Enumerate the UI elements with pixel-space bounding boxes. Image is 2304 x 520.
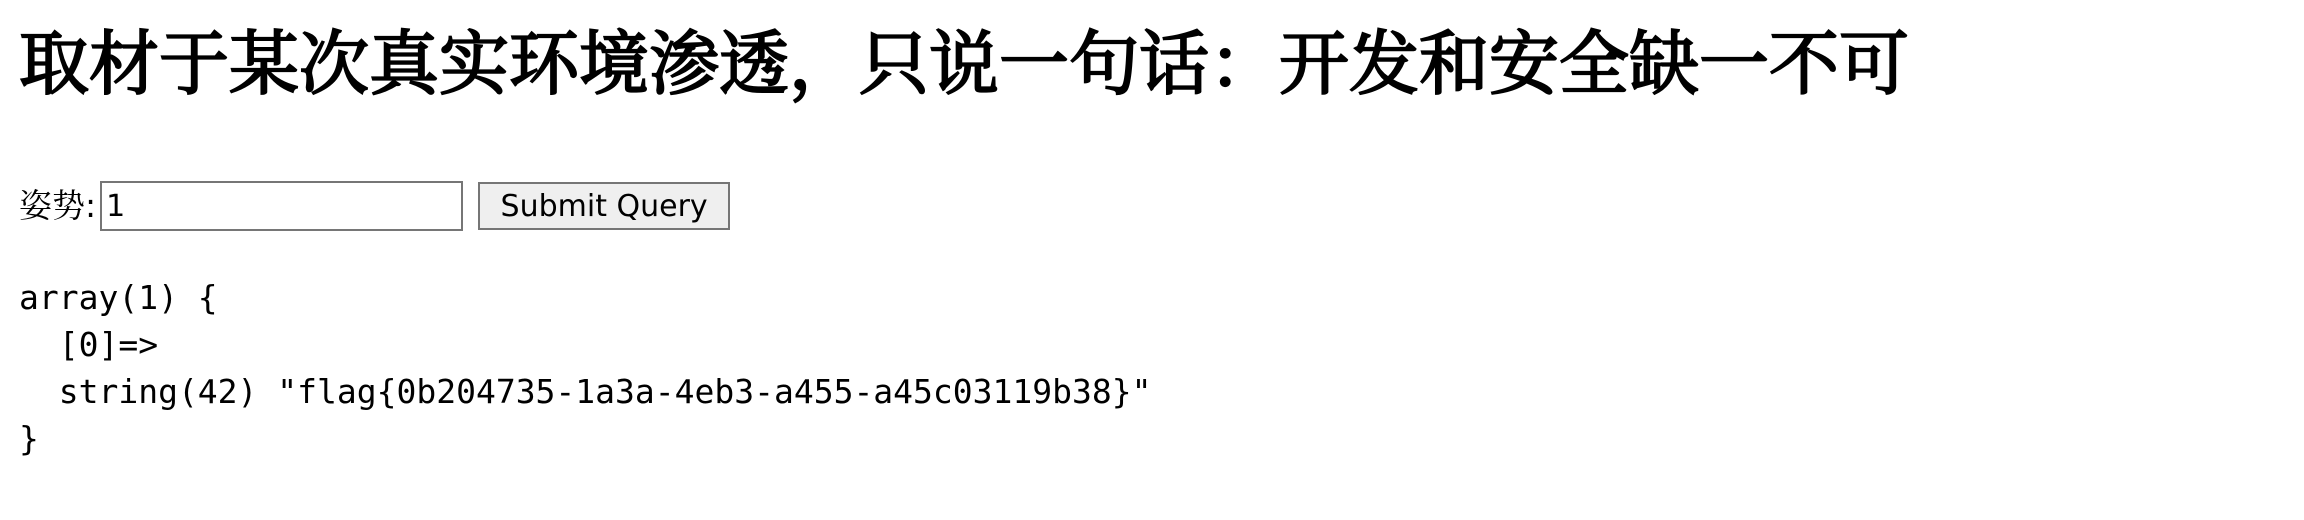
submit-query-button[interactable]: Submit Query [478,182,730,230]
output-line: array(1) { [19,278,218,317]
query-input[interactable] [100,181,463,231]
output-line: [0]=> [19,325,159,364]
page-title: 取材于某次真实环境渗透，只说一句话：开发和安全缺一不可 [19,23,1909,105]
query-form [19,114,2304,234]
output-line: } [19,419,39,458]
var-dump-output [19,234,2304,462]
input-label: 姿势: [19,186,97,225]
output-line: string(42) "flag{0b204735-1a3a-4eb3-a455-a45c03119b38}" [19,372,1152,411]
